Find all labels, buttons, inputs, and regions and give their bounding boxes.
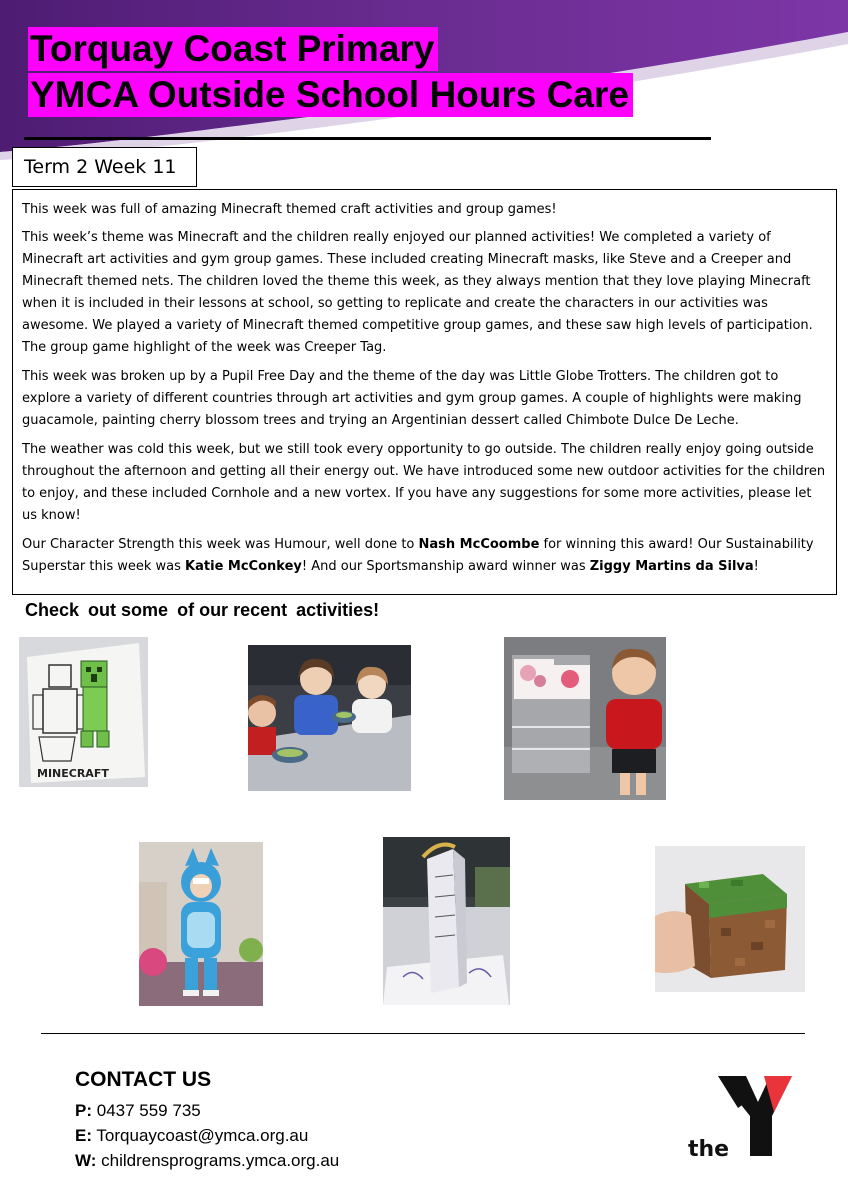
activities-heading-word-3: of our recent (177, 600, 288, 620)
theme-paragraph: This week’s theme was Minecraft and the children really enjoyed our planned activities! We completed a variety of Minecraft art activities and gym group games. These included creating Minecraft masks, like Steve and a Creeper and Minecraft themed nets. The children loved the theme this week, as they always mention that they love playing Minecraft when it is included in their lessons at school, so getting to replicate and create the characters in our activities was awesome. We played a variety of Minecraft themed competitive group games, and these saw high levels of participation. The group game highlight of the week was Creeper Tag. (22, 230, 813, 355)
logo-text: the (688, 1137, 730, 1162)
photo-child-costume (139, 842, 263, 1006)
activities-heading-word-4: activities! (296, 600, 380, 620)
activities-heading-word-2: out some (88, 600, 169, 620)
activities-heading (25, 600, 379, 621)
photo-minecraft-grass-block (655, 846, 805, 992)
ymca-logo (686, 1072, 796, 1162)
awards-text-1: Our Character Strength this week was Humour, well done to (22, 537, 419, 552)
photo-minecraft-colouring-sheet (19, 637, 148, 787)
awards-text-2: for winning this award! Our Sustainability Superstar this week was (22, 537, 814, 574)
minecraft-sheet-text: MINECRAFT (37, 767, 109, 780)
awards-text-3: ! And our Sportsmanship award winner was (301, 559, 590, 574)
newsletter-body (12, 189, 837, 595)
contact-website (75, 1151, 339, 1171)
photo-children-guacamole (248, 645, 411, 791)
phone-number: 0437 559 735 (96, 1101, 201, 1120)
phone-label: P: (75, 1101, 92, 1120)
sustainability-winner: Katie McConkey (185, 559, 302, 574)
contact-phone (75, 1101, 201, 1121)
contact-email (75, 1126, 308, 1146)
contact-heading: CONTACT US (75, 1068, 212, 1091)
awards-paragraph (22, 534, 826, 578)
page-title-line-1: Torquay Coast Primary (28, 27, 438, 71)
intro-paragraph: This week was full of amazing Minecraft themed craft activities and group games! (22, 202, 557, 217)
sportsmanship-winner: Ziggy Martins da Silva (589, 559, 754, 574)
title-underline (24, 137, 711, 140)
footer-divider (41, 1033, 805, 1034)
page-title-line-2: YMCA Outside School Hours Care (28, 73, 633, 117)
web-label: W: (75, 1151, 97, 1170)
character-strength-winner: Nash McCoombe (418, 537, 540, 552)
photo-paper-tower-craft (383, 837, 510, 1005)
term-label: Term 2 Week 11 (12, 147, 197, 187)
weather-paragraph: The weather was cold this week, but we still took every opportunity to go outside. The children really enjoy going outside throughout the afternoon and getting all their energy out. We have introduced some new outdoor activities for the children to enjoy, and these included Cornhole and a new vortex. If you have any suggestions for some more activities, please let us know! (22, 442, 826, 523)
pupil-free-day-paragraph: This week was broken up by a Pupil Free Day and the theme of the day was Little Globe Trotters. The children got to explore a variety of different countries through art activities and gym group games. A couple of highlights were making guacamole, painting cherry blossom trees and trying an Argentinian dessert called Chimbote Dulce De Leche. (22, 369, 802, 428)
website-url[interactable]: childrensprograms.ymca.org.au (101, 1151, 340, 1170)
activities-heading-word-1: Check (25, 600, 80, 620)
email-label: E: (75, 1126, 92, 1145)
email-address[interactable]: Torquaycoast@ymca.org.au (96, 1126, 309, 1145)
awards-text-4: ! (753, 559, 759, 574)
photo-cherry-blossom-painting (504, 637, 666, 800)
